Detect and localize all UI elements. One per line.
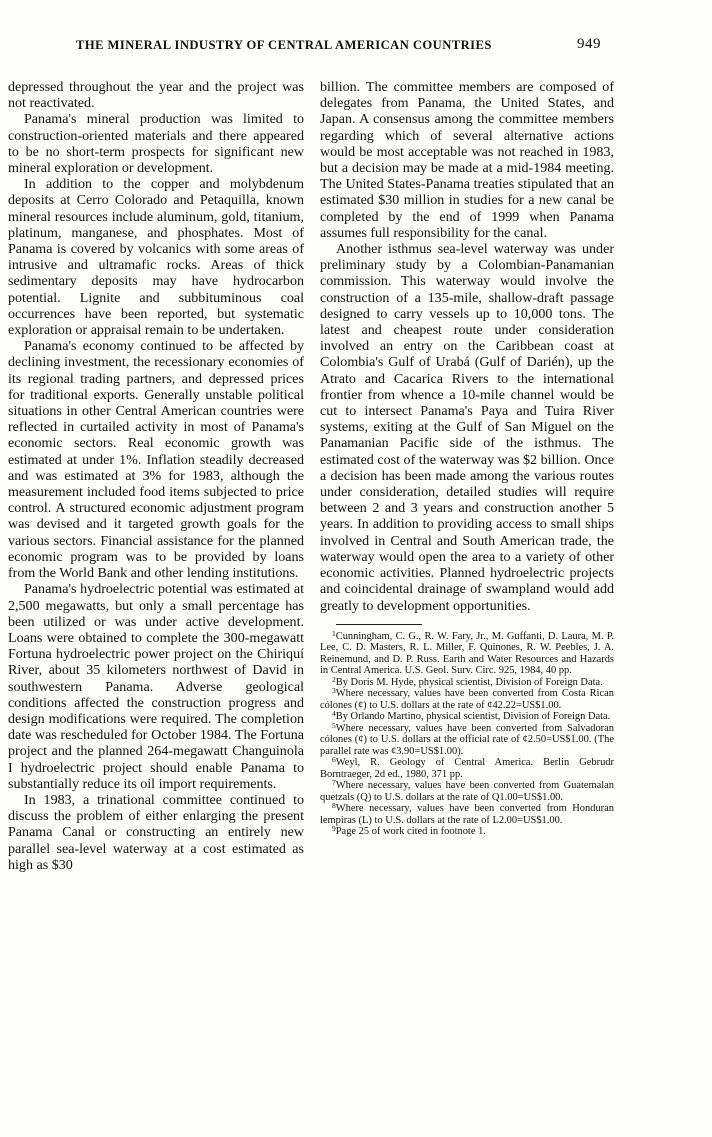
footnote-text: Where necessary, values have been converted from Honduran lempiras (L) to U.S. dollars at the rate of L2.00=US$1.00.	[320, 803, 614, 826]
footnote-mark: 2	[332, 674, 336, 684]
footnote	[320, 688, 614, 711]
left-column	[8, 79, 304, 873]
footnote	[320, 826, 614, 838]
footnote-mark: 4	[332, 709, 336, 719]
paragraph: Another isthmus sea-level waterway was under preliminary study by a Colombian-Panamanian commission. This waterway would involve the construction of a 135-mile, shallow-draft passage designed to carry vessels up to 10,000 tons. The latest and cheapest route under consideration involved an entry on the Caribbean coast at Colombia's Gulf of Urabá (Gulf of Darién), up the Atrato and Cacarica Rivers to the international frontier from whence a 10-mile channel would be cut to intersect Panama's Paya and Tuira River systems, exiting at the Gulf of San Miguel on the Panamanian Pacific side of the isthmus. The estimated cost of the waterway was $2 billion. Once a decision has been made among the various routes under consideration, detailed studies will require between 2 and 3 years and construction another 5 years. In addition to providing access to small ships involved in Central and South American trade, the waterway would open the area to a variety of other economic activities. Planned hydroelectric projects and coincidental drainage of swampland would add greatly to development opportunities.	[320, 241, 614, 614]
footnote-text: Cunningham, C. G., R. W. Fary, Jr., M. Guffanti, D. Laura, M. P. Lee, C. D. Masters, R. L. Miller, F. Quinones, R. W. Peebles, J. A. Reinemund, and D. P. Russ. Earth and Water Resources and Hazards in Central America. U.S. Geol. Surv. Circ. 925, 1984, 40 pp.	[320, 630, 614, 677]
footnote-text: Page 25 of work cited in footnote 1.	[335, 826, 486, 838]
footnote-text: Where necessary, values have been converted from Salvadoran cólones (¢) to U.S. dollars at the official rate of ¢2.50=US$1.00. (The parallel rate was ¢3.90=US$1.00).	[320, 722, 614, 757]
page-number: 949	[577, 36, 601, 52]
footnote-mark: 1	[332, 628, 336, 638]
paragraph: depressed throughout the year and the project was not reactivated.	[8, 79, 304, 112]
footnote-mark: 8	[332, 801, 336, 811]
footnote-text: By Doris M. Hyde, physical scientist, Division of Foreign Data.	[335, 676, 603, 688]
footnote-text: Weyl, R. Geology of Central America. Berlin Gebrudr Borntraeger, 2d ed., 1980, 371 pp.	[320, 757, 614, 780]
running-title: THE MINERAL INDUSTRY OF CENTRAL AMERICAN COUNTRIES	[76, 38, 492, 52]
footnote	[320, 780, 614, 803]
footnote	[320, 803, 614, 826]
paragraph: In addition to the copper and molybdenum deposits at Cerro Colorado and Petaquilla, known mineral resources include aluminum, gold, titanium, platinum, manganese, and phosphates. Most of Panama is covered by volcanics with some areas of intrusive and ultramafic rocks. Areas of thick sedimentary deposits may have hydrocarbon potential. Lignite and subbituminous coal occurrences have been reported, but systematic exploration or appraisal remain to be undertaken.	[8, 176, 304, 339]
footnote	[320, 720, 614, 758]
paragraph: Panama's economy continued to be affected by declining investment, the recessionary economies of its regional trading partners, and depressed prices for traditional exports. Generally unstable political situations in other Central American countries were reflected in curtailed activity in most of Panama's economic sectors. Real economic growth was estimated at under 1%. Inflation steadily decreased and was estimated at 3% for 1983, although the measurement included food items subjected to price control. A structured economic adjustment program was devised and it targeted growth goals for the various sectors. Financial assistance for the planned economic program was to be provided by loans from the World Bank and other lending institutions.	[8, 338, 304, 582]
footnotes	[320, 628, 614, 838]
footnote-mark: 3	[332, 686, 336, 696]
footnote	[320, 757, 614, 780]
footnote-text: By Orlando Martino, physical scientist, Division of Foreign Data.	[335, 711, 611, 723]
footnote-text: Where necessary, values have been converted from Guatemalan quetzals (Q) to U.S. dollars at the rate of Q1.00=US$1.00.	[320, 780, 614, 803]
footnote-mark: 6	[332, 755, 336, 765]
right-column	[320, 79, 614, 838]
footnote	[320, 628, 614, 677]
footnote	[320, 674, 614, 689]
paragraph: billion. The committee members are composed of delegates from Panama, the United States, and Japan. A consensus among the committee members regarding which of several alternative actions would be most acceptable was not reached in 1983, but a decision may be made at a mid-1984 meeting. The United States-Panama treaties stipulated that an estimated $30 million in studies for a new canal be completed by the end of 1999 when Panama assumes full responsibility for the canal.	[320, 79, 614, 241]
footnote-text: Where necessary, values have been converted from Costa Rican cólones (¢) to U.S. dollars at the rate of ¢42.22=US$1.00.	[320, 688, 614, 711]
paragraph: In 1983, a trinational committee continued to discuss the problem of either enlarging the present Panama Canal or constructing an entirely new parallel sea-level waterway at a cost estimated as high as $30	[8, 791, 304, 873]
paragraph: Panama's mineral production was limited to construction-oriented materials and there appeared to be no short-term prospects for significant new mineral exploration or development.	[8, 111, 304, 177]
footnote-mark: 7	[332, 778, 336, 788]
footnote-mark: 9	[332, 824, 336, 834]
running-header	[0, 36, 712, 58]
footnote	[320, 711, 614, 723]
footnote-mark: 5	[332, 720, 336, 730]
footnote-divider	[336, 624, 422, 625]
paragraph: Panama's hydroelectric potential was estimated at 2,500 megawatts, but only a small percentage has been utilized or was under active development. Loans were obtained to complete the 300-megawatt Fortuna hydroelectric power project on the Chiriquí River, about 35 kilometers northwest of David in southwestern Panama. Adverse geological conditions affected the construction progress and design modifications were required. The completion date was rescheduled for October 1984. The Fortuna project and the planned 264-megawatt Changuinola I hydroelectric project should enable Panama to substantially reduce its oil import requirements.	[8, 581, 304, 792]
